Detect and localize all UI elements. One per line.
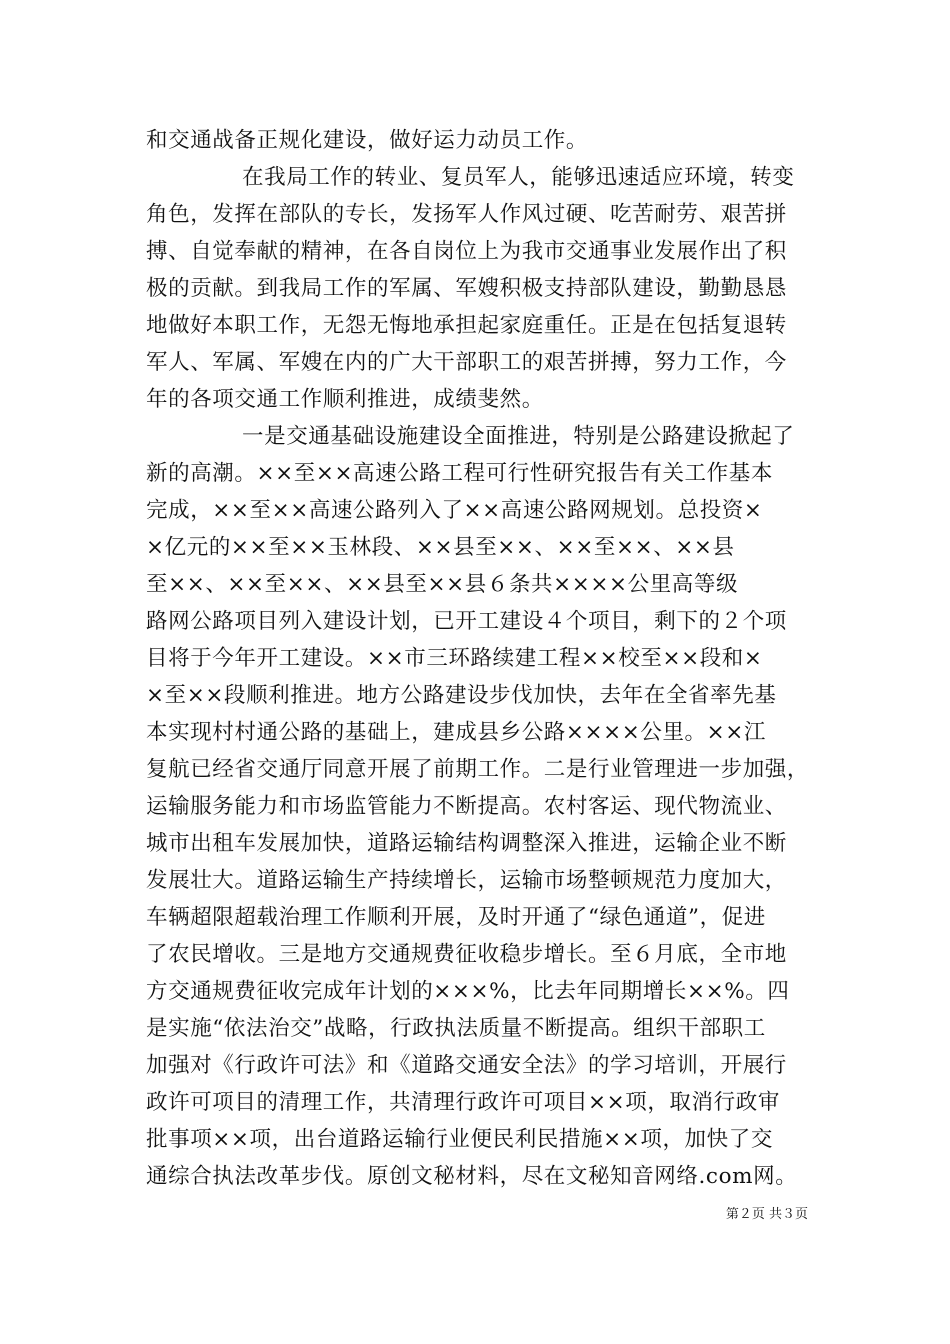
text-line: 完成，××至××高速公路列入了××高速公路网规划。总投资× — [146, 498, 763, 523]
text-line: 通综合执法改革步伐。原创文秘材料，尽在文秘知音网络.com网。 — [146, 1164, 798, 1189]
text-line: 方交通规费征收完成年计划的×××%，比去年同期增长××%。四 — [146, 979, 790, 1004]
text-line: 在我局工作的转业、复员军人，能够迅速适应环境，转变 — [242, 165, 795, 190]
text-line: 目将于今年开工建设。××市三环路续建工程××校至××段和× — [146, 646, 763, 671]
text-line: 车辆超限超载治理工作顺利开展，及时开通了“绿色通道”，促进 — [146, 905, 766, 930]
text-line: 年的各项交通工作顺利推进，成绩斐然。 — [146, 387, 544, 412]
text-line: 路网公路项目列入建设计划，已开工建设４个项目，剩下的２个项 — [146, 609, 787, 634]
text-line: 发展壮大。道路运输生产持续增长，运输市场整顿规范力度加大， — [146, 868, 787, 893]
text-line: 是实施“依法治交”战略，行政执法质量不断提高。组织干部职工 — [146, 1016, 766, 1041]
text-line: 城市出租车发展加快，道路运输结构调整深入推进，运输企业不断 — [146, 831, 787, 856]
text-line: ×亿元的××至××玉林段、××县至××、××至××、××县 — [146, 535, 735, 560]
text-line: 政许可项目的清理工作，共清理行政许可项目××项，取消行政审 — [146, 1090, 780, 1115]
text-line: 极的贡献。到我局工作的军属、军嫂积极支持部队建设，勤勤恳恳 — [146, 276, 787, 301]
text-line: 了农民增收。三是地方交通规费征收稳步增长。至６月底，全市地 — [146, 942, 787, 967]
text-line: 地做好本职工作，无怨无悔地承担起家庭重任。正是在包括复退转 — [146, 313, 787, 338]
page-number: 第２页 共３页 — [725, 1207, 808, 1222]
text-line: 本实现村村通公路的基础上，建成县乡公路××××公里。××江 — [146, 720, 766, 745]
text-line: 搏、自觉奉献的精神，在各自岗位上为我市交通事业发展作出了积 — [146, 239, 787, 264]
text-line: 一是交通基础设施建设全面推进，特别是公路建设掀起了 — [242, 424, 795, 449]
text-line: 和交通战备正规化建设，做好运力动员工作。 — [146, 128, 589, 153]
text-line: 角色，发挥在部队的专长，发扬军人作风过硬、吃苦耐劳、艰苦拼 — [146, 202, 787, 227]
text-line: 批事项××项，出台道路运输行业便民利民措施××项，加快了交 — [146, 1127, 773, 1152]
text-line: 加强对《行政许可法》和《道路交通安全法》的学习培训，开展行 — [146, 1053, 787, 1078]
text-line: 运输服务能力和市场监管能力不断提高。农村客运、现代物流业、 — [146, 794, 787, 819]
text-line: 复航已经省交通厅同意开展了前期工作。二是行业管理进一步加强， — [146, 757, 810, 782]
text-line: 至××、××至××、××县至××县６条共××××公里高等级 — [146, 572, 739, 597]
text-line: 新的高潮。××至××高速公路工程可行性研究报告有关工作基本 — [146, 461, 773, 486]
text-line: 军人、军属、军嫂在内的广大干部职工的艰苦拼搏，努力工作，今 — [146, 350, 787, 375]
text-line: ×至××段顺利推进。地方公路建设步伐加快，去年在全省率先基 — [146, 683, 777, 708]
